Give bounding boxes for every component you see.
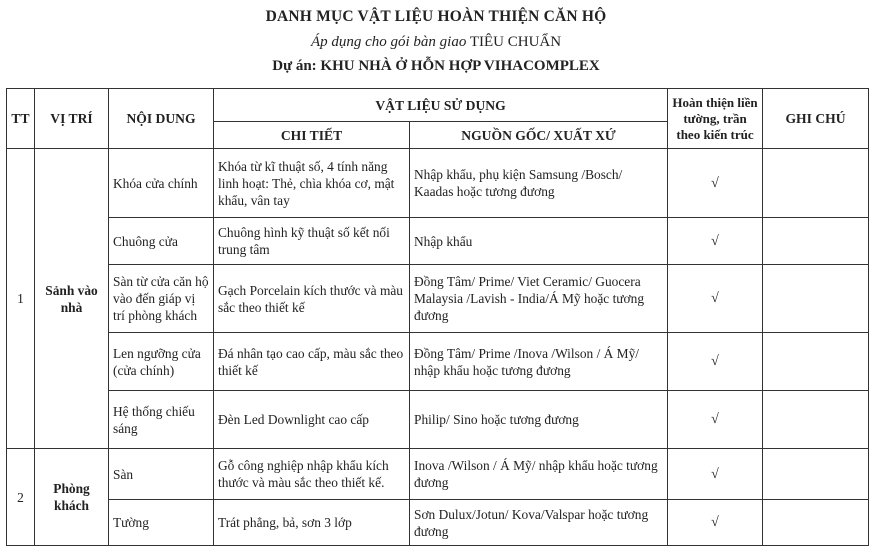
row-note <box>763 149 869 218</box>
row-finish-check: √ <box>668 333 763 391</box>
row-content: Chuông cửa <box>109 218 214 265</box>
row-note <box>763 333 869 391</box>
row-detail: Gạch Porcelain kích thước và màu sắc theo thiết kế <box>214 265 410 333</box>
group-tt: 1 <box>7 149 35 449</box>
row-finish-check: √ <box>668 500 763 546</box>
header-position: VỊ TRÍ <box>35 89 109 149</box>
group-position: Sảnh vào nhà <box>35 149 109 449</box>
header-origin: NGUỒN GỐC/ XUẤT XỨ <box>410 122 668 149</box>
row-content: Sàn từ cửa căn hộ vào đến giáp vị trí phòng khách <box>109 265 214 333</box>
row-origin: Đồng Tâm/ Prime/ Viet Ceramic/ Guocera Malaysia /Lavish - India/Á Mỹ hoặc tương đương <box>410 265 668 333</box>
header-detail: CHI TIẾT <box>214 122 410 149</box>
group-tt: 2 <box>7 449 35 546</box>
subtitle-package: TIÊU CHUẨN <box>466 34 562 50</box>
row-finish-check: √ <box>668 265 763 333</box>
row-origin: Nhập khẩu <box>410 218 668 265</box>
row-note <box>763 500 869 546</box>
row-origin: Philip/ Sino hoặc tương đương <box>410 391 668 449</box>
project-name: Dự án: KHU NHÀ Ở HỖN HỢP VIHACOMPLEX <box>272 58 600 74</box>
row-finish-check: √ <box>668 449 763 500</box>
row-note <box>763 449 869 500</box>
row-finish-check: √ <box>668 391 763 449</box>
group-position: Phòng khách <box>35 449 109 546</box>
row-note <box>763 391 869 449</box>
row-detail: Khóa từ kĩ thuật số, 4 tính năng linh hoạt: Thẻ, chìa khóa cơ, mật khẩu, vân tay <box>214 149 410 218</box>
table-row <box>7 149 869 218</box>
table-row <box>7 333 869 391</box>
table-row <box>7 218 869 265</box>
row-content: Sàn <box>109 449 214 500</box>
row-origin: Nhập khẩu, phụ kiện Samsung /Bosch/ Kaadas hoặc tương đương <box>410 149 668 218</box>
table-row <box>7 449 869 500</box>
row-origin: Inova /Wilson / Á Mỹ/ nhập khẩu hoặc tương đương <box>410 449 668 500</box>
header-content: NỘI DUNG <box>109 89 214 149</box>
table-row <box>7 265 869 333</box>
row-origin: Sơn Dulux/Jotun/ Kova/Valspar hoặc tương đương <box>410 500 668 546</box>
row-finish-check: √ <box>668 218 763 265</box>
row-detail: Chuông hình kỹ thuật số kết nối trung tâm <box>214 218 410 265</box>
row-content: Len ngưỡng cửa (cửa chính) <box>109 333 214 391</box>
row-detail: Trát phẳng, bả, sơn 3 lớp <box>214 500 410 546</box>
row-finish-check: √ <box>668 149 763 218</box>
subtitle-italic: Áp dụng cho gói bàn giao <box>310 34 467 50</box>
header-note: GHI CHÚ <box>763 89 869 149</box>
row-content: Khóa cửa chính <box>109 149 214 218</box>
document-subtitle <box>0 34 872 51</box>
row-content: Hệ thống chiếu sáng <box>109 391 214 449</box>
header-finish: Hoàn thiện liền tường, trần theo kiến trúc <box>668 89 763 149</box>
row-detail: Đá nhân tạo cao cấp, màu sắc theo thiết kế <box>214 333 410 391</box>
document-title: DANH MỤC VẬT LIỆU HOÀN THIỆN CĂN HỘ <box>265 8 607 25</box>
header-materials: VẬT LIỆU SỬ DỤNG <box>214 89 668 122</box>
row-note <box>763 265 869 333</box>
header-tt: TT <box>7 89 35 149</box>
row-detail: Gỗ công nghiệp nhập khẩu kích thước và màu sắc theo thiết kế. <box>214 449 410 500</box>
row-origin: Đồng Tâm/ Prime /Inova /Wilson / Á Mỹ/ nhập khẩu hoặc tương đương <box>410 333 668 391</box>
row-content: Tường <box>109 500 214 546</box>
materials-table <box>6 88 869 546</box>
table-row <box>7 500 869 546</box>
row-note <box>763 218 869 265</box>
table-row <box>7 391 869 449</box>
row-detail: Đèn Led Downlight cao cấp <box>214 391 410 449</box>
